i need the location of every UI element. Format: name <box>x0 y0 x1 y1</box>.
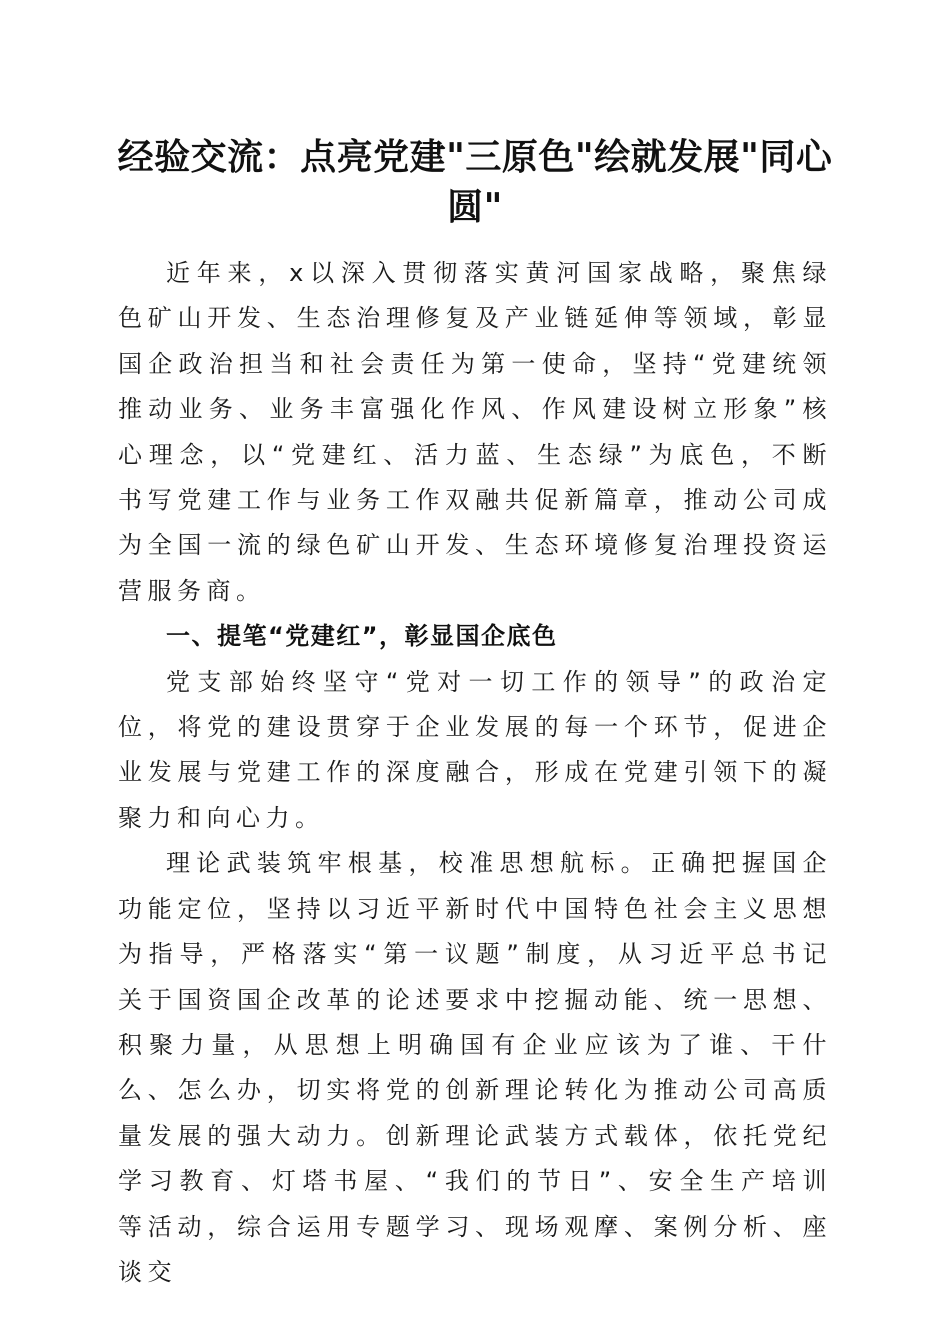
paragraph-party-branch: 党支部始终坚守“党对一切工作的领导”的政治定位，将党的建设贯穿于企业发展的每一个环节，促进企业发展与党建工作的深度融合，形成在党建引领下的凝聚力和向心力。 <box>118 667 832 832</box>
paragraph-intro: 近年来，x以深入贯彻落实黄河国家战略，聚焦绿色矿山开发、生态治理修复及产业链延伸等领域，彰显国企政治担当和社会责任为第一使命，坚持“党建统领推动业务、业务丰富强化作风、作风建设树立形象”核心理念，以“党建红、活力蓝、生态绿”为底色，不断书写党建工作与业务工作双融共促新篇章，推动公司成为全国一流的绿色矿山开发、生态环境修复治理投资运营服务商。 <box>118 259 832 605</box>
section-heading-1: 一、提笔“党建红”，彰显国企底色 <box>166 622 558 651</box>
paragraph-theory: 理论武装筑牢根基，校准思想航标。正确把握国企功能定位，坚持以习近平新时代中国特色社会主义思想为指导，严格落实“第一议题”制度，从习近平总书记关于国资国企改革的论述要求中挖掘动能、统一思想、积聚力量，从思想上明确国有企业应该为了谁、干什么、怎么办，切实将党的创新理论转化为推动公司高质量发展的强大动力。创新理论武装方式载体，依托党纪学习教育、灯塔书屋、“我们的节日”、安全生产培训等活动，综合运用专题学习、现场观摩、案例分析、座谈交 <box>118 849 832 1286</box>
document-body <box>118 251 832 1295</box>
document-title: 经验交流：点亮党建"三原色"绘就发展"同心圆" <box>117 136 833 228</box>
